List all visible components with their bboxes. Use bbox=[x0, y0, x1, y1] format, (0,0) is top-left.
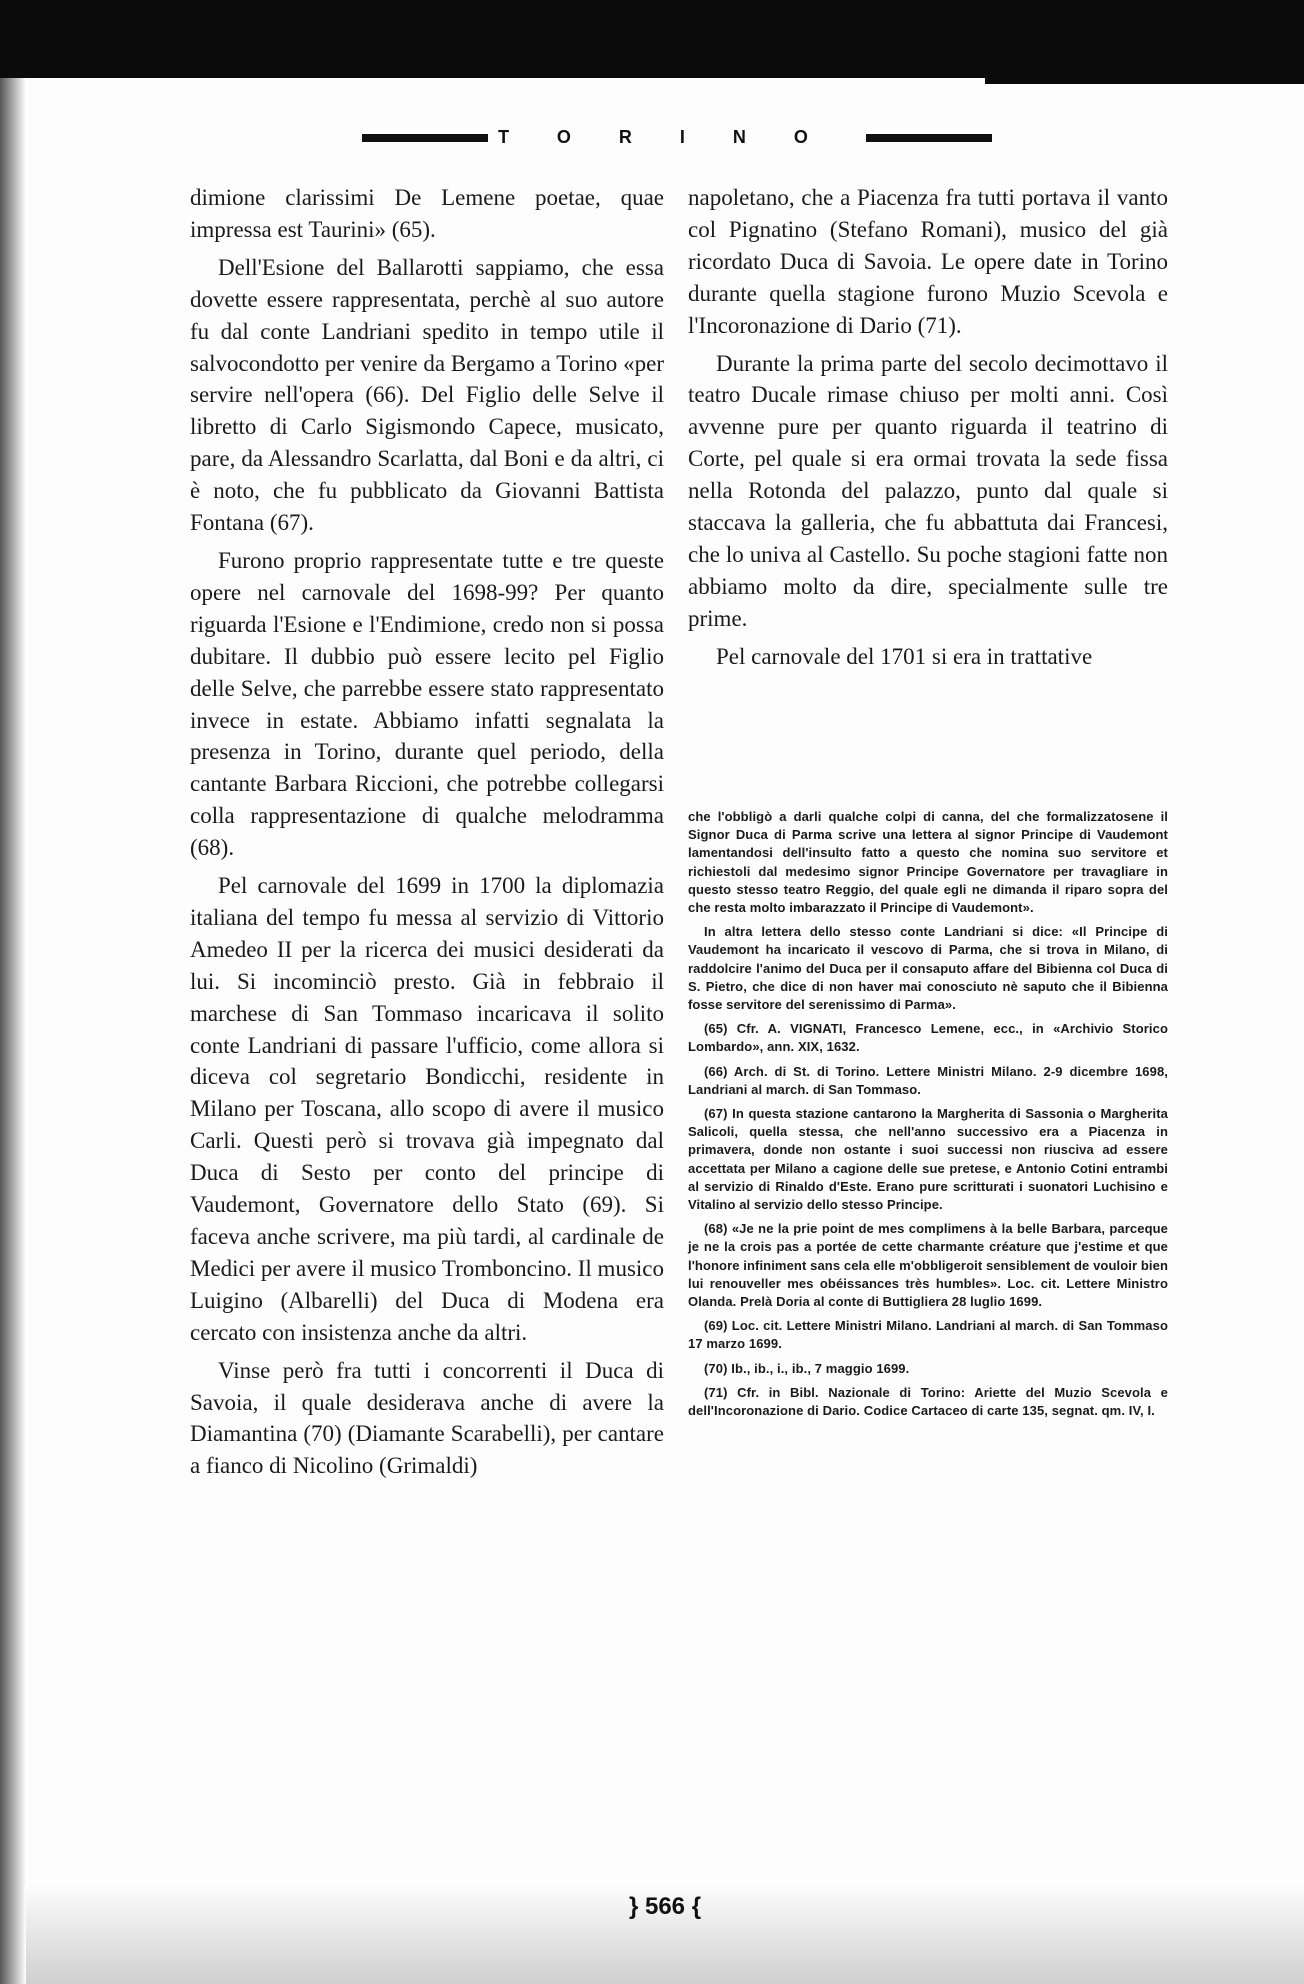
page-number: } 566 { bbox=[628, 1893, 702, 1920]
footnote-69: (69) Loc. cit. Lettere Ministri Milano. Landriani al march. di San Tommaso 17 marzo 1699. bbox=[688, 1318, 1168, 1352]
footnotes bbox=[688, 808, 1168, 1426]
scan-left-shadow bbox=[0, 0, 26, 1984]
running-head-title: TORINO bbox=[488, 127, 866, 148]
footnote-71: (71) Cfr. in Bibl. Nazionale di Torino: Ariette del Muzio Scevola e dell'Incoronazione di Dario. Codice Cartaceo di carte 135, segnat. qm. IV, I. bbox=[688, 1384, 1168, 1419]
footnote-continuation: che l'obbligò a darli qualche colpi di canna, del che formalizzatosene il Signor Duca di Parma scrive una lettera al signor Principe di Vaudemont lamentandosi dell'insulto fatto a questo che nomina suo servitore et richiestoli dal medesimo signor Principe Governatore per travagliare in questo stesso teatro Reggio, del quale egli ne dimanda il riparo sopra del che resta molto imbarazzato il Principe di Vaudemont». bbox=[688, 809, 1168, 916]
left-column bbox=[190, 182, 664, 1482]
paragraph: Pel carnovale del 1699 in 1700 la diplomazia italiana del tempo fu messa al servizio di Vittorio Amedeo II per la ricerca dei musici desiderati da lui. Si incominciò presto. Già in febbraio il marchese di San Tommaso incaricava il solito conte Landriani di passare l'ufficio, come allora si diceva col segretario Bondicchi, residente in Milano per Toscana, allo scopo di avere il musico Carli. Questi però si trovava già impegnato dal Duca di Sesto per conto del principe di Vaudemont, Governatore dello Stato (69). Si faceva anche scrivere, ma più tardi, al cardinale de Medici per avere il musico Tromboncino. Il musico Luigino (Albarelli) del Duca di Modena era cercato con insistenza anche da altri. bbox=[190, 873, 664, 1345]
paragraph: dimione clarissimi De Lemene poetae, quae impressa est Taurini» (65). bbox=[190, 185, 664, 242]
footnote-68: (68) «Je ne la prie point de mes complimens à la belle Barbara, parceque je ne la crois pas a portée de cette charmante créature que j'estime et que l'honore infiniment sans cela elle m'obbligeroit sensiblement de vouloir bien lui renouveller mes obéissances très humbles». Loc. cit. Lettere Ministro Olanda. Prelà Doria al conte di Buttigliera 28 luglio 1699. bbox=[688, 1221, 1168, 1310]
paragraph: Pel carnovale del 1701 si era in trattative bbox=[716, 643, 1093, 669]
paragraph: Vinse però fra tutti i concorrenti il Duca di Savoia, il quale desiderava anche di avere la Diamantina (70) (Diamante Scarabelli), per cantare a fianco di Nicolino (Grimaldi) bbox=[190, 1357, 664, 1479]
footnote-70: (70) Ib., ib., i., ib., 7 maggio 1699. bbox=[704, 1360, 910, 1376]
right-column bbox=[688, 182, 1168, 673]
footnote-66: (66) Arch. di St. di Torino. Lettere Ministri Milano. 2-9 dicembre 1698, Landriani al march. di San Tommaso. bbox=[688, 1063, 1168, 1097]
footnote-65: (65) Cfr. A. VIGNATI, Francesco Lemene, ecc., in «Archivio Storico Lombardo», ann. XIX, 1632. bbox=[688, 1021, 1168, 1055]
paragraph: napoletano, che a Piacenza fra tutti portava il vanto col Pignatino (Stefano Romani), musico del già ricordato Duca di Savoia. Le opere date in Torino durante quella stagione furono Muzio Scevola e l'Incoronazione di Dario (71). bbox=[688, 185, 1168, 338]
footnote-67: (67) In questa stazione cantarono la Margherita di Sassonia o Margherita Salicoli, quella stessa, che nell'anno successivo era a Piacenza in primavera, donde non ostante i suoi successi non riusciva ad essere accettata per Milano a cagione delle sue pretese, e Antonio Cotini entrambi al servizio di Rinaldo d'Este. Erano pure scritturati i suonatori Luchisino e Vitalino al servizio dello stesso Principe. bbox=[688, 1106, 1168, 1213]
running-head bbox=[362, 124, 992, 150]
scan-top-right-border bbox=[985, 40, 1304, 84]
paragraph: Dell'Esione del Ballarotti sappiamo, che essa dovette essere rappresentata, perchè al suo autore fu dal conte Landriani spedito in tempo utile il salvocondotto per venire da Bergamo a Torino «per servire nell'opera (66). Del Figlio delle Selve il libretto di Carlo Sigismondo Capece, musicato, pare, da Alessandro Scarlatta, dal Boni e da altri, ci è noto, che fu pubblicato da Giovanni Battista Fontana (67). bbox=[190, 254, 664, 536]
footnote-continuation: In altra lettera dello stesso conte Landriani si dice: «Il Principe di Vaudemont ha incaricato il vescovo di Parma, che si trova in Milano, di raddolcire l'animo del Duca per il consaputo affare del Bibienna col Duca di S. Pietro, che dice di non haver mai conosciuto nè saputo che il Bibienna fosse servitore del serenissimo di Parma». bbox=[688, 924, 1168, 1013]
paragraph: Durante la prima parte del secolo decimottavo il teatro Ducale rimase chiuso per molti anni. Così avvenne pure per quanto riguarda il teatrino di Corte, pel quale si era ormai trovata la sede fissa nella Rotonda del palazzo, punto dal quale si staccava la galleria, che fu abbattuta dai Francesi, che lo univa al Castello. Su poche stagioni fatte non abbiamo molto da dire, specialmente sulle tre prime. bbox=[688, 350, 1168, 631]
paragraph: Furono proprio rappresentate tutte e tre queste opere nel carnovale del 1698-99? Per quanto riguarda l'Esione e l'Endimione, credo non si possa dubitare. Il dubbio può essere lecito pel Figlio delle Selve, che parrebbe essere stato rappresentato invece in estate. Abbiamo infatti segnalata la presenza in Torino, durante quel periodo, della cantante Barbara Riccioni, che potrebbe collegarsi colla rappresentazione di qualche melodramma (68). bbox=[190, 547, 664, 861]
